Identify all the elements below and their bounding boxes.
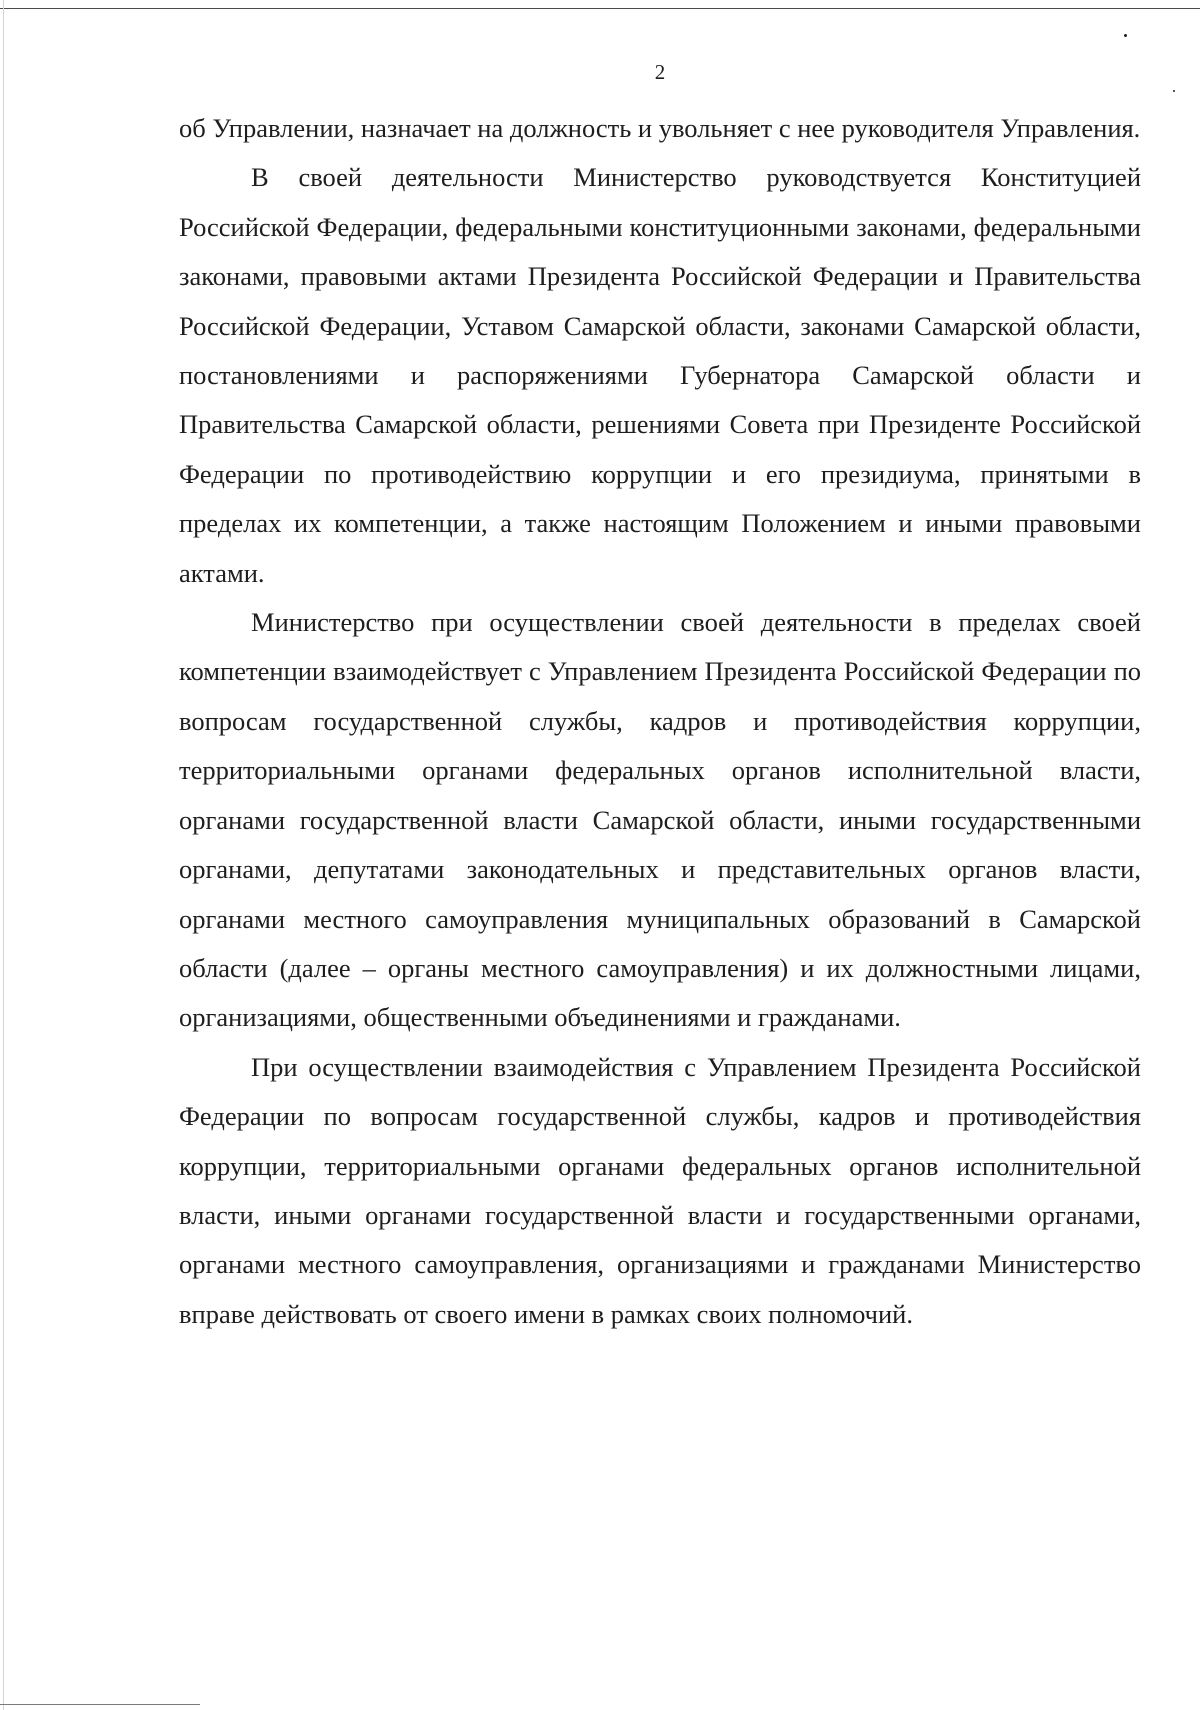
document-body xyxy=(179,104,1141,1339)
paragraph-legal-basis: В своей деятельности Министерство руководствуется Конституцией Российской Федерации, федеральными конституционными законами, федеральными законами, правовыми актами Президента Российской Федерации и Правительства Российской Федерации, Уставом Самарской области, законами Самарской области, постановлениями и распоряжениями Губернатора Самарской области и Правительства Самарской области, решениями Совета при Президенте Российской Федерации по противодействию коррупции и его президиума, принятыми в пределах их компетенции, а также настоящим Положением и иными правовыми актами. xyxy=(179,162,1141,588)
paragraph-interaction: Министерство при осуществлении своей деятельности в пределах своей компетенции взаимодействует с Управлением Президента Российской Федерации по вопросам государственной службы, кадров и противодействия коррупции, территориальными органами федеральных органов исполнительной власти, органами государственной власти Самарской области, иными государственными органами, депутатами законодательных и представительных органов власти, органами местного самоуправления муниципальных образований в Самарской области (далее – органы местного самоуправления) и их должностными лицами, организациями, общественными объединениями и гражданами. xyxy=(179,607,1141,1033)
paragraph-continuation: об Управлении, назначает на должность и увольняет с нее руководителя Управления. xyxy=(179,113,1141,143)
scan-speck xyxy=(1173,90,1175,92)
scan-top-edge-line xyxy=(0,8,1200,9)
scan-speck xyxy=(1124,34,1127,37)
scan-left-edge-line xyxy=(3,0,4,1710)
page-number: 2 xyxy=(654,60,666,84)
paragraph-acting-rights: При осуществлении взаимодействия с Управлением Президента Российской Федерации по вопросам государственной службы, кадров и противодействия коррупции, территориальными органами федеральных органов исполнительной власти, иными органами государственной власти и государственными органами, органами местного самоуправления, организациями и гражданами Министерство вправе действовать от своего имени в рамках своих полномочий. xyxy=(179,1051,1141,1329)
scan-bottom-edge-line xyxy=(0,1704,200,1705)
